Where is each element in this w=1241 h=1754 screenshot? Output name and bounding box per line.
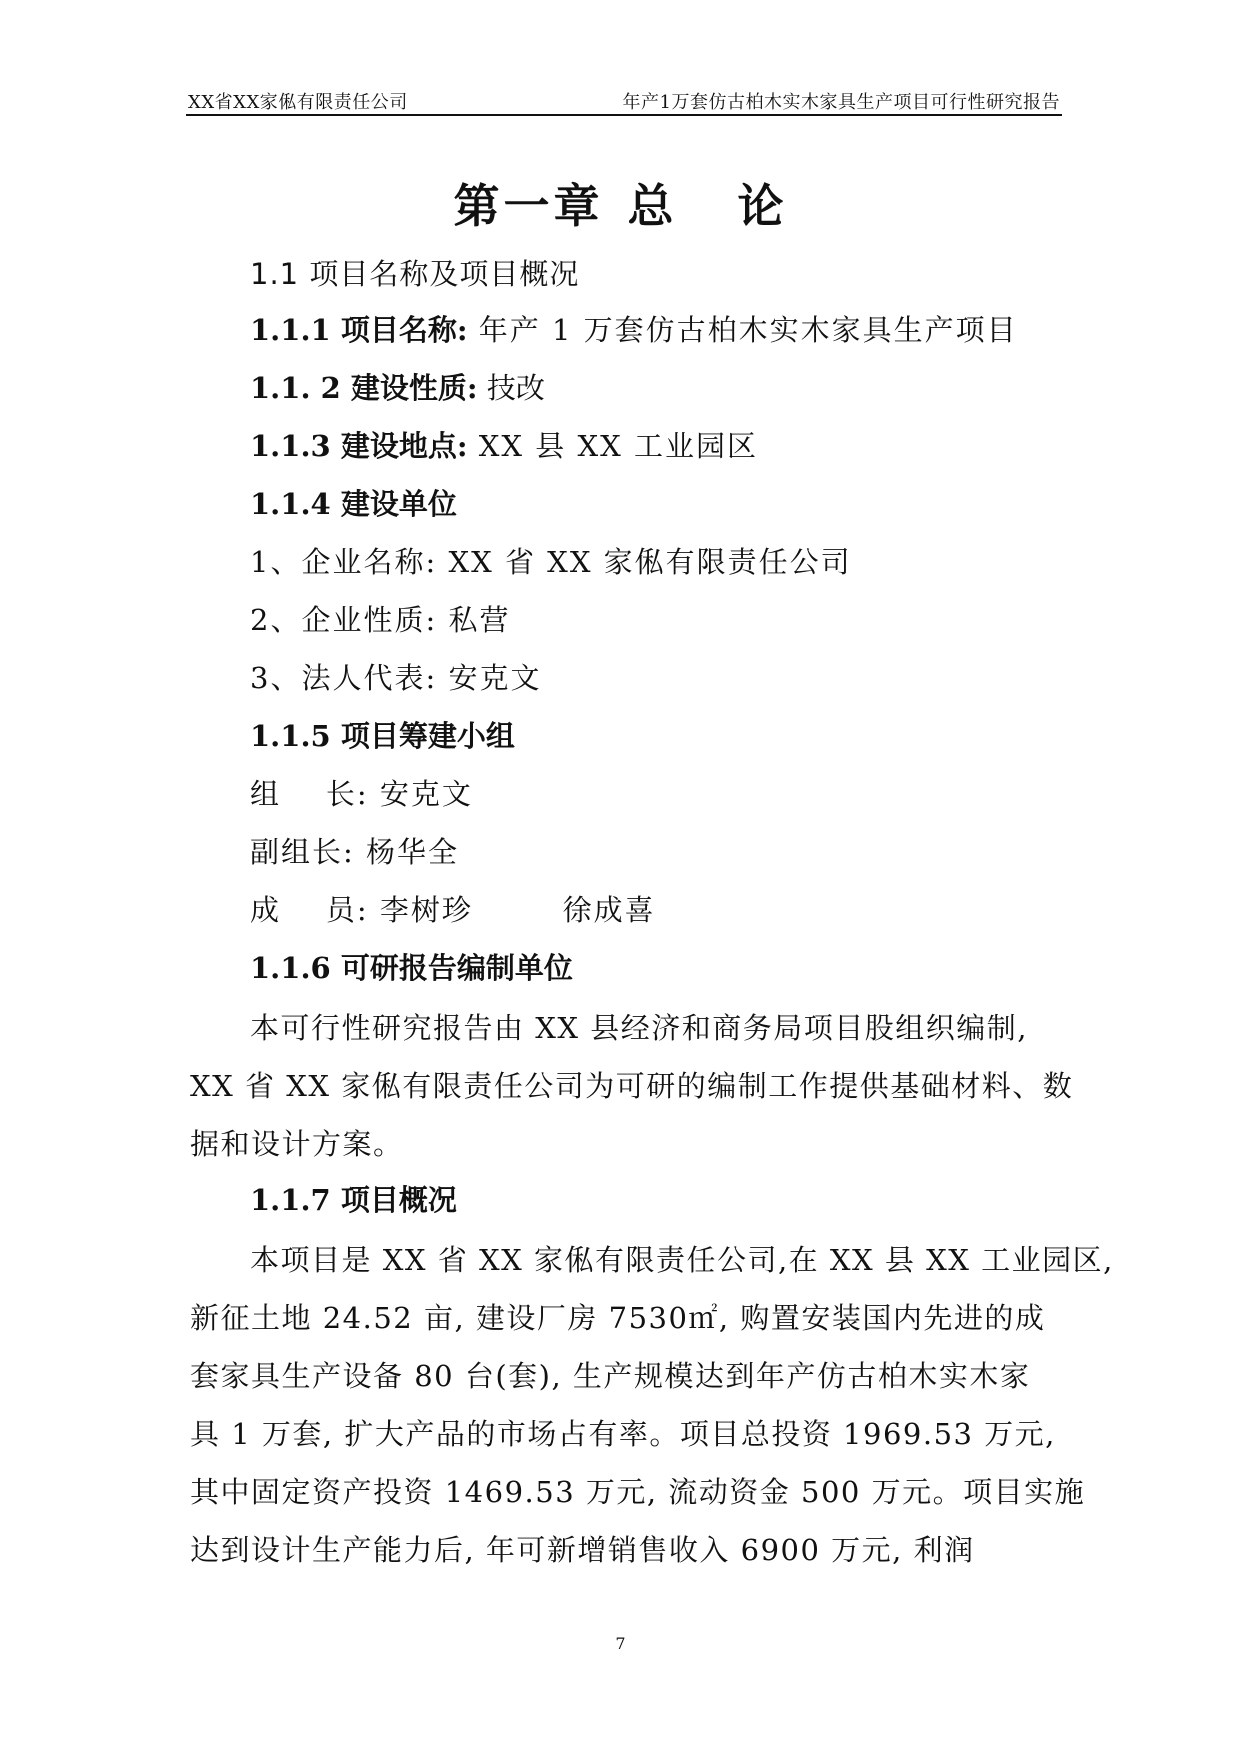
project-overview-heading: 1.1.7 项目概况 [250, 1183, 457, 1217]
overview-paragraph-line: 具 1 万套, 扩大产品的市场占有率。项目总投资 1969.53 万元, [190, 1417, 1056, 1451]
compile-unit-heading: 1.1.6 可研报告编制单位 [250, 951, 573, 985]
overview-paragraph-line: 套家具生产设备 80 台(套), 生产规模达到年产仿古柏木实木家 [190, 1359, 1031, 1393]
construction-location-label: 1.1.3 建设地点: [250, 429, 468, 463]
compile-paragraph-line: 据和设计方案。 [190, 1127, 404, 1161]
running-header [186, 88, 1062, 116]
page-number: 7 [615, 1634, 626, 1653]
construction-nature-row [250, 368, 545, 408]
compile-paragraph-line: 本可行性研究报告由 XX 县经济和商务局项目股组织编制, [250, 1011, 1028, 1045]
overview-paragraph-line: 本项目是 XX 省 XX 家俬有限责任公司,在 XX 县 XX 工业园区, [250, 1243, 1114, 1277]
group-member: 成 员: 李树珍 徐成喜 [250, 893, 656, 927]
overview-paragraph-line: 新征土地 24.52 亩, 建设厂房 7530㎡, 购置安装国内先进的成 [190, 1301, 1046, 1335]
project-name-label: 1.1.1 项目名称: [250, 313, 468, 347]
project-name-value: 年产 1 万套仿古柏木实木家具生产项目 [467, 313, 1018, 347]
section-heading-1-1: 1.1 项目名称及项目概况 [250, 257, 580, 291]
project-group-heading: 1.1.5 项目筹建小组 [250, 719, 515, 753]
group-member: 副组长: 杨华全 [250, 835, 459, 869]
construction-location-value: XX 县 XX 工业园区 [467, 429, 758, 463]
construction-unit-heading: 1.1.4 建设单位 [250, 487, 457, 521]
construction-location-row [250, 426, 758, 466]
unit-item: 3、法人代表: 安克文 [250, 661, 542, 695]
chapter-name: 总 论 [627, 179, 788, 233]
chapter-number: 第一章 [453, 179, 604, 233]
overview-paragraph-line: 其中固定资产投资 1469.53 万元, 流动资金 500 万元。项目实施 [190, 1475, 1086, 1509]
unit-item: 2、企业性质: 私营 [250, 603, 511, 637]
compile-paragraph-line: XX 省 XX 家俬有限责任公司为可研的编制工作提供基础材料、数 [190, 1069, 1074, 1103]
chapter-title [0, 170, 1241, 236]
project-name-row [250, 310, 1018, 350]
group-member: 组 长: 安克文 [250, 777, 473, 811]
unit-item: 1、企业名称: XX 省 XX 家俬有限责任公司 [250, 545, 852, 579]
header-report-title: 年产1万套仿古柏木实木家具生产项目可行性研究报告 [622, 92, 1060, 113]
construction-nature-value: 技改 [477, 371, 545, 405]
header-company: XX省XX家俬有限责任公司 [188, 92, 408, 113]
overview-paragraph-line: 达到设计生产能力后, 年可新增销售收入 6900 万元, 利润 [190, 1533, 975, 1567]
construction-nature-label: 1.1. 2 建设性质: [250, 371, 478, 405]
